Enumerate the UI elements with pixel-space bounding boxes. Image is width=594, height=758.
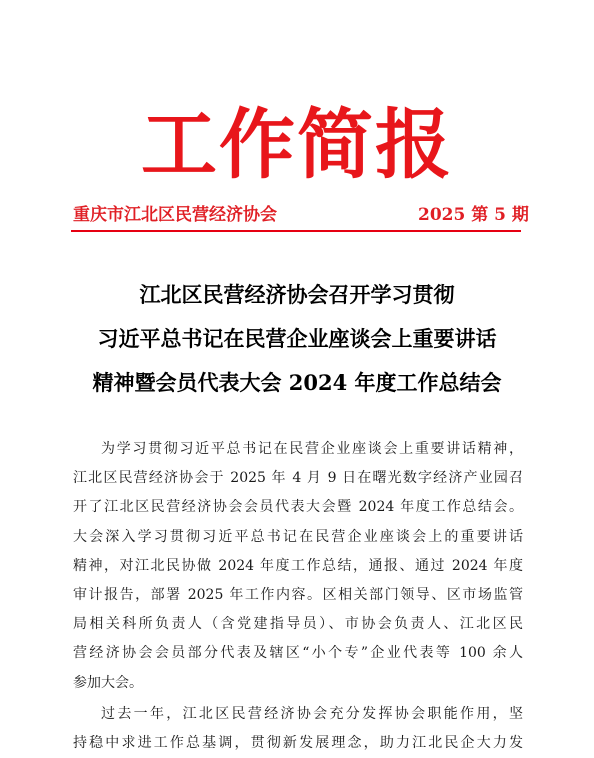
body-line: 开了江北区民营经济协会会员代表大会暨 2024 年度工作总结会。	[73, 499, 523, 516]
issuing-organization: 重庆市江北区民营经济协会	[73, 205, 277, 225]
body-line: 为学习贯彻习近平总书记在民营企业座谈会上重要讲话精神，	[101, 441, 523, 457]
issue-number: 2025 第 5 期	[418, 205, 529, 225]
body-line: 参加大会。	[73, 674, 143, 691]
header-divider	[71, 230, 521, 232]
article-title-line-2: 习近平总书记在民营企业座谈会上重要讲话	[97, 326, 497, 351]
article-title-line-3: 精神暨会员代表大会 2024 年度工作总结会	[92, 370, 502, 395]
body-line: 局相关科所负责人（含党建指导员）、市协会负责人、江北区民	[73, 616, 523, 633]
body-line: 精神，对江北民协做 2024 年度工作总结，通报、通过 2024 年度	[73, 557, 523, 574]
body-line: 江北区民营经济协会于 2025 年 4 月 9 日在曙光数字经济产业园召	[73, 470, 523, 487]
article-title-line-1: 江北区民营经济协会召开学习贯彻	[139, 282, 455, 307]
body-line: 审计报告，部署 2025 年工作内容。区相关部门领导、区市场监管	[73, 586, 523, 603]
masthead-title: 工作简报	[141, 100, 453, 189]
body-line: 过去一年，江北区民营经济协会充分发挥协会职能作用，坚	[101, 706, 523, 722]
body-line: 大会深入学习贯彻习近平总书记在民营企业座谈会上的重要讲话	[73, 528, 523, 545]
body-paragraph-1	[73, 435, 523, 698]
body-paragraph-2	[73, 700, 523, 758]
body-line: 持稳中求进工作总基调，贯彻新发展理念，助力江北民企大力发	[73, 735, 523, 752]
body-line: 营经济协会会员部分代表及辖区“小个专”企业代表等 100 余人	[73, 645, 523, 662]
